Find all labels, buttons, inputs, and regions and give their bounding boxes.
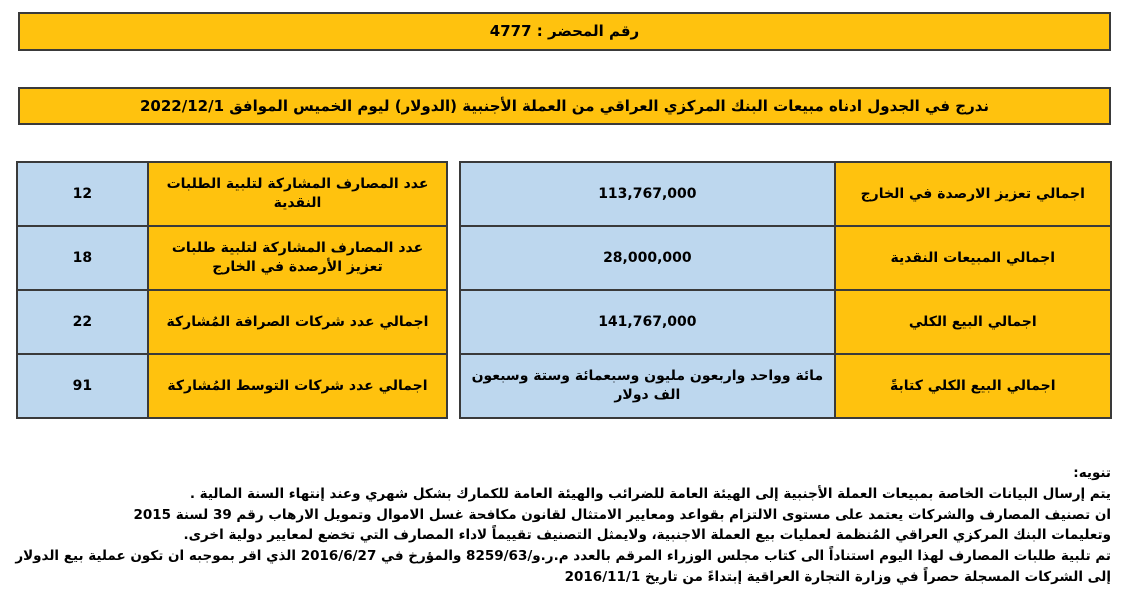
table-row — [17, 290, 1111, 354]
record-number-banner — [18, 12, 1111, 51]
table-row — [17, 162, 1111, 226]
row-value-secondary: 12 — [17, 162, 148, 226]
row-label: اجمالي المبيعات النقدية — [835, 226, 1111, 290]
row-label-secondary: عدد المصارف المشاركة لتلبية الطلبات النقدية — [148, 162, 447, 226]
row-label: اجمالي البيع الكلي — [835, 290, 1111, 354]
notes-section — [15, 463, 1111, 588]
column-gap — [447, 162, 460, 226]
note-line: إلى الشركات المسجلة حصراً في وزارة التجارة العراقية إبتداءً من تاريخ 2016/11/1 — [564, 568, 1111, 585]
record-number-text: رقم المحضر : 4777 — [489, 22, 640, 40]
table-row — [17, 354, 1111, 418]
row-value-secondary: 18 — [17, 226, 148, 290]
note-line: يتم إرسال البيانات الخاصة بمبيعات العملة الأجنبية إلى الهيئة العامة للضرائب والهيئة العامة للكمارك بشكل شهري وعند إنتهاء السنة المالية . — [189, 485, 1111, 502]
row-value-secondary: 91 — [17, 354, 148, 418]
row-label-secondary: اجمالي عدد شركات التوسط المُشاركة — [148, 354, 447, 418]
row-value: مائة وواحد واربعون مليون وسبعمائة وستة وسبعون الف دولار — [460, 354, 834, 418]
row-label-secondary: اجمالي عدد شركات الصرافة المُشاركة — [148, 290, 447, 354]
column-gap — [447, 226, 460, 290]
note-line: تم تلبية طلبات المصارف لهذا اليوم استناداً الى كتاب مجلس الوزراء المرقم بالعدد م.ر.و/8259/63 والمؤرخ في 2016/6/27 الذي اقر بموجبه ان تكون عملية بيع الدولار — [15, 548, 1111, 565]
note-line: وتعليمات البنك المركزي العراقي المُنظمة لعمليات بيع العملة الاجنبية، ولايمثل التصنيف تقييماً لاداء المصارف التي تخضع لمعايير دولية اخرى. — [183, 527, 1111, 544]
sales-stats-table — [16, 161, 1112, 419]
intro-text: ندرج في الجدول ادناه مبيعات البنك المركزي العراقي من العملة الأجنبية (الدولار) ليوم الخميس الموافق 2022/12/1 — [139, 97, 990, 115]
column-gap — [447, 354, 460, 418]
notes-heading: تنويه: — [1073, 465, 1111, 481]
row-value-secondary: 22 — [17, 290, 148, 354]
row-label-secondary: عدد المصارف المشاركة لتلبية طلبات تعزيز الأرصدة في الخارج — [148, 226, 447, 290]
table-row — [17, 226, 1111, 290]
row-label: اجمالي البيع الكلي كتابةً — [835, 354, 1111, 418]
intro-banner — [18, 87, 1111, 125]
row-value: 113,767,000 — [460, 162, 834, 226]
note-line: ان تصنيف المصارف والشركات يعتمد على مستوى الالتزام بقواعد ومعايير الامتثال لقانون مكافحة غسل الاموال وتمويل الارهاب رقم 39 لسنة 2015 — [133, 506, 1111, 523]
column-gap — [447, 290, 460, 354]
row-value: 141,767,000 — [460, 290, 834, 354]
row-label: اجمالي تعزيز الارصدة في الخارج — [835, 162, 1111, 226]
row-value: 28,000,000 — [460, 226, 834, 290]
